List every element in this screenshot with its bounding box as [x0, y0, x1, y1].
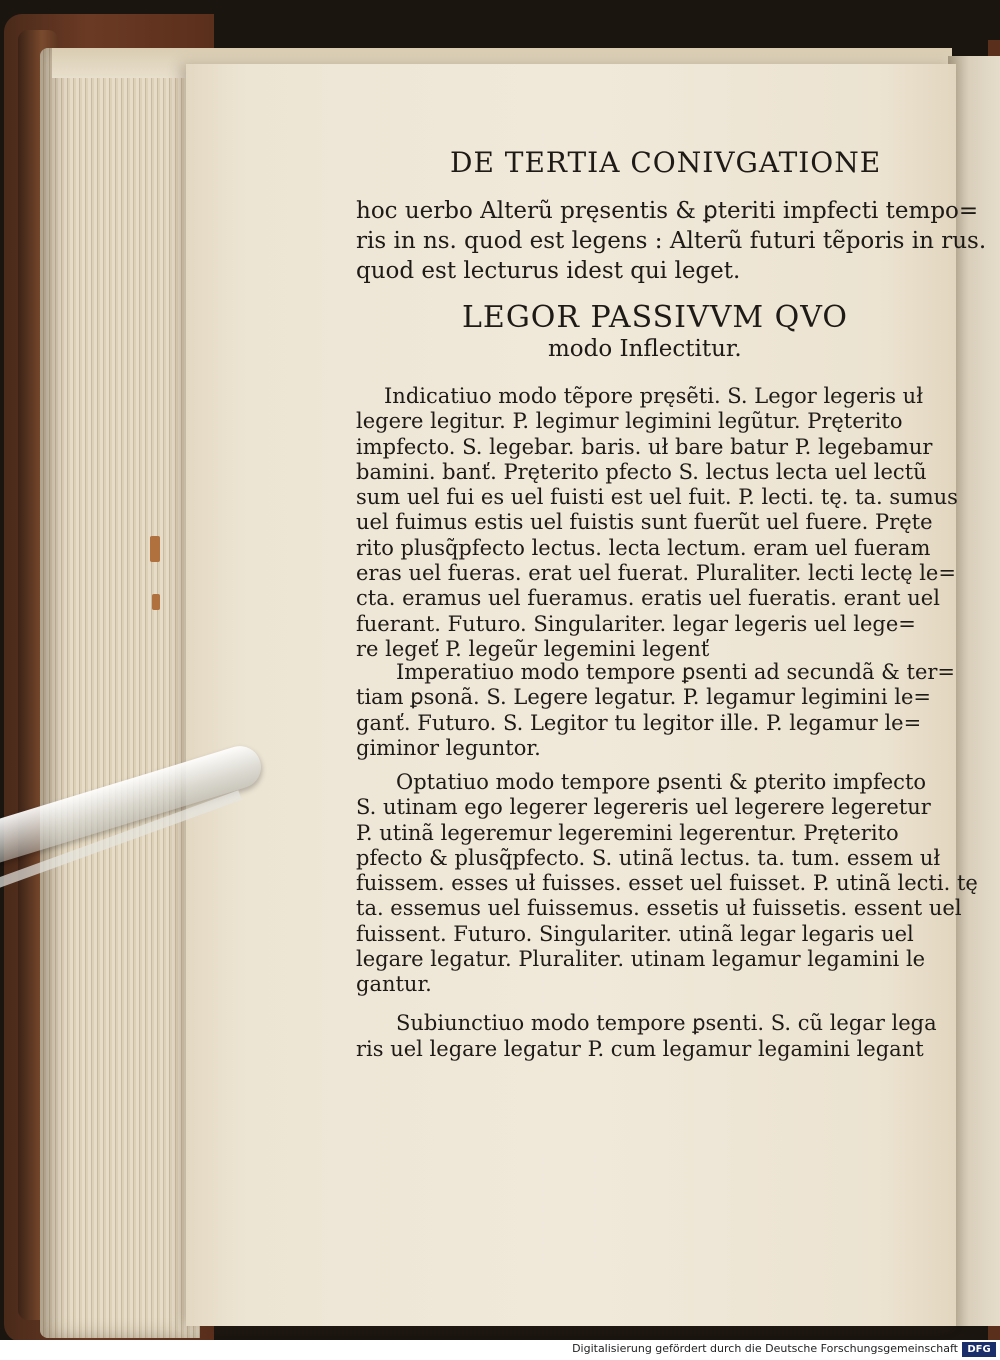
page-tab-marker [152, 594, 160, 610]
optative-paragraph [356, 770, 978, 998]
text-line: Imperatiuo modo tempore ꝑsenti ad secundã & ter= [396, 660, 956, 684]
text-line: bamini. banť. Pręterito pfecto S. lectus lecta uel lectũ [356, 459, 927, 484]
text-line: Optatiuo modo tempore ꝑsenti & ꝑterito impfecto [396, 770, 927, 794]
text-line: rito plusq̃pfecto lectus. lecta lectum. eram uel fueram [356, 535, 931, 560]
imperative-paragraph [356, 660, 955, 761]
text-line: Subiunctiuo modo tempore ꝑsenti. S. cũ legar lega [396, 1011, 937, 1035]
text-line: eras uel fueras. erat uel fuerat. Pluraliter. lecti lectę le= [356, 561, 956, 586]
text-line: giminor leguntor. [356, 735, 541, 760]
text-line: ta. essemus uel fuissemus. essetis uł fuissetis. essent uel [356, 896, 962, 921]
text-line: ris in ns. quod est legens : Alterũ futuri tẽporis in rus. [356, 228, 987, 254]
text-line: ris uel legare legatur P. cum legamur legamini legant [356, 1037, 924, 1061]
text-line: Indicatiuo modo tẽpore pręsẽti. S. Legor legeris uł [384, 384, 924, 408]
intro-text [356, 196, 986, 286]
digitization-footer [0, 1340, 1000, 1360]
text-line: fuissem. esses uł fuisses. esset uel fuisset. P. utinã lecti. tę [356, 871, 978, 896]
text-line: legare legatur. Pluraliter. utinam legamur legamini le [356, 947, 926, 972]
dfg-logo: DFG [962, 1342, 996, 1357]
text-line: sum uel fui es uel fuisti est uel fuit. P. lecti. tę. ta. sumus [356, 485, 958, 510]
text-line: fuerant. Futuro. Singulariter. legar legeris uel lege= [356, 611, 916, 636]
subjunctive-paragraph [356, 1010, 937, 1062]
text-line: tiam ꝑsonã. S. Legere legatur. P. legamur legimini le= [356, 685, 932, 710]
text-line: P. utinã legeremur legeremini legerentur. Pręterito [356, 820, 899, 845]
text-line: fuissent. Futuro. Singulariter. utinã legar legaris uel [356, 921, 914, 946]
text-line: impfecto. S. legebar. baris. uł bare batur P. legebamur [356, 434, 933, 459]
text-line: ganť. Futuro. S. Legitor tu legitor ille. P. legamur le= [356, 710, 922, 735]
page-tab-marker [150, 536, 160, 562]
text-line: quod est lecturus idest qui leget. [356, 258, 741, 284]
indicative-paragraph [356, 384, 958, 662]
text-line: uel fuimus estis uel fuistis sunt fuerũt uel fuere. Pręte [356, 510, 933, 535]
text-line: S. utinam ego legerer legereris uel legerere legeretur [356, 795, 931, 820]
section-subheading: modo Inflectitur. [548, 336, 742, 362]
running-head: DE TERTIA CONIVGATIONE [450, 146, 882, 179]
text-line: pfecto & plusq̃pfecto. S. utinã lectus. ta. tum. essem uł [356, 845, 941, 870]
page-edges [40, 48, 200, 1338]
text-line: cta. eramus uel fueramus. eratis uel fueratis. erant uel [356, 586, 940, 611]
text-line: legere legitur. P. legimur legimini legũtur. Pręterito [356, 409, 903, 434]
section-heading: LEGOR PASSIVVM QVO [462, 300, 848, 335]
text-line: hoc uerbo Alterũ pręsentis & ꝑteriti impfecti tempo= [356, 198, 979, 224]
text-line: re legeť P. legeũr legemini legenť [356, 636, 710, 661]
funding-credit: Digitalisierung gefördert durch die Deutsche Forschungsgemeinschaft [572, 1342, 958, 1355]
text-line: gantur. [356, 972, 432, 997]
